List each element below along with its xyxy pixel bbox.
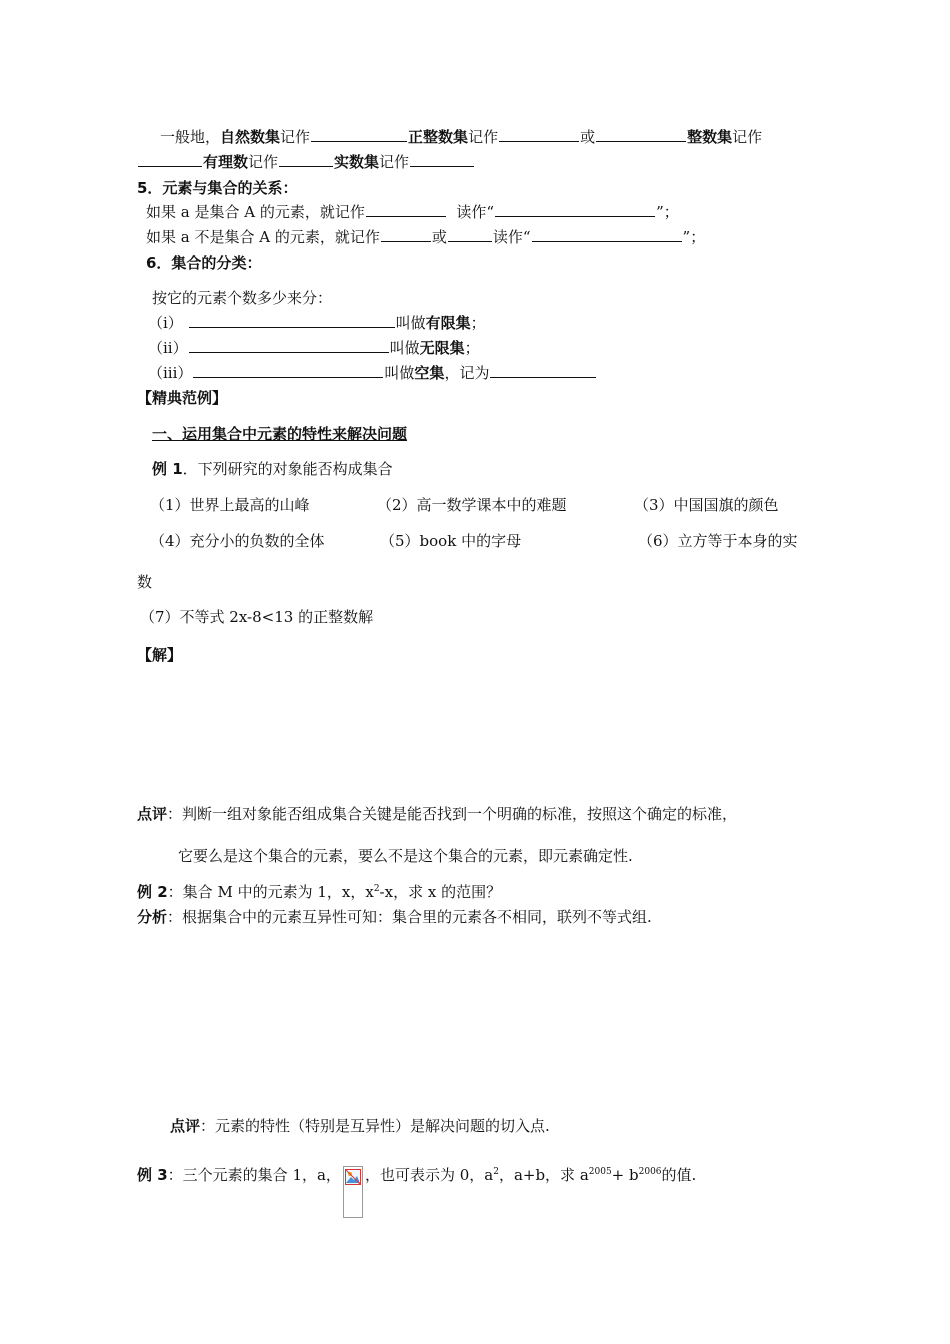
broken-image-icon	[343, 1166, 363, 1218]
comment2-label: 点评	[170, 1117, 201, 1135]
ex1-item4: （4）充分小的负数的全体	[150, 532, 325, 550]
blank[interactable]	[189, 313, 395, 328]
comment1-line2: 它要么是这个集合的元素，要么不是这个集合的元素，即元素确定性.	[178, 847, 633, 865]
blank[interactable]	[366, 202, 446, 217]
text: 如果 a 不是集合 A 的元素，就记作	[146, 228, 380, 246]
text: 如果 a 是集合 A 的元素，就记作	[146, 203, 365, 221]
text: ，也可表示为 0，a	[364, 1166, 494, 1184]
blank[interactable]	[490, 363, 596, 378]
sec5-line1	[146, 202, 679, 222]
ex2-label: 例 2	[137, 883, 168, 901]
ex1-item5: （5）book 中的字母	[380, 532, 522, 550]
text: 读作“	[492, 228, 531, 246]
text: ：判断一组对象能否组成集合关键是能否找到一个明确的标准，按照这个确定的标准，	[167, 805, 738, 823]
term-posint: 正整数集	[408, 128, 469, 146]
ex3-stem	[137, 1165, 696, 1218]
analysis-label: 分析	[137, 908, 168, 926]
ex1-item2: （2）高一数学课本中的难题	[377, 496, 567, 514]
solution-label: 【解】	[137, 646, 183, 664]
sec6-item-i	[148, 313, 486, 333]
text: 读作“	[456, 203, 495, 221]
text: 记作	[468, 128, 499, 146]
sec6-item-ii	[148, 338, 480, 358]
text: ；	[464, 339, 480, 357]
text: ”；	[656, 203, 679, 221]
sec6-intro: 按它的元素个数多少来分：	[152, 289, 333, 307]
text: 记作	[732, 128, 763, 146]
blank[interactable]	[532, 227, 682, 242]
blank[interactable]	[279, 152, 333, 167]
text: 叫做	[395, 314, 426, 332]
blank[interactable]	[381, 227, 431, 242]
sec4-line2	[137, 152, 475, 172]
superscript: 2	[493, 1167, 499, 1177]
superscript: 2005	[588, 1167, 612, 1177]
text: 叫做	[389, 339, 420, 357]
text: （iii）	[148, 364, 193, 382]
text: ：根据集合中的元素互异性可知：集合里的元素各不相同，联列不等式组.	[167, 908, 652, 926]
ex1-item6-cont: 数	[137, 573, 153, 591]
text: ．下列研究的对象能否构成集合	[182, 460, 393, 478]
term-finite: 有限集	[425, 314, 471, 332]
term-real: 实数集	[334, 153, 380, 171]
blank[interactable]	[138, 152, 202, 167]
blank[interactable]	[311, 127, 407, 142]
text: ”；	[682, 228, 706, 246]
text: 或	[580, 128, 596, 146]
text: + b	[611, 1166, 639, 1184]
ex1-item6: （6）立方等于本身的实	[638, 532, 798, 550]
term-integer: 整数集	[687, 128, 733, 146]
term-infinite: 无限集	[419, 339, 465, 357]
text: 或	[431, 228, 447, 246]
blank[interactable]	[410, 152, 474, 167]
text: ，记为	[444, 364, 490, 382]
term-natural: 自然数集	[220, 128, 281, 146]
text: 记作	[379, 153, 410, 171]
text: 一般地，	[160, 128, 221, 146]
sec5-line2	[146, 227, 705, 247]
blank[interactable]	[448, 227, 492, 242]
part1-title: 一、运用集合中元素的特性来解决问题	[152, 425, 408, 443]
text: （ii）	[148, 339, 188, 357]
blank[interactable]	[193, 363, 383, 378]
blank[interactable]	[189, 338, 389, 353]
examples-header: 【精典范例】	[137, 389, 228, 407]
text: 记作	[248, 153, 279, 171]
blank[interactable]	[499, 127, 579, 142]
text: ，a+b，求 a	[498, 1166, 589, 1184]
text: （i）	[148, 314, 183, 332]
comment1-line1	[137, 804, 737, 824]
text: 的值.	[661, 1166, 697, 1184]
ex1-item3: （3）中国国旗的颜色	[634, 496, 779, 514]
term-rational: 有理数	[203, 153, 249, 171]
ex1-item1: （1）世界上最高的山峰	[150, 496, 310, 514]
sec4-line1	[160, 127, 762, 147]
superscript: 2	[373, 884, 380, 894]
comment2-line	[170, 1116, 550, 1136]
superscript: 2006	[638, 1167, 662, 1177]
term-empty: 空集	[414, 364, 445, 382]
comment1-label: 点评	[137, 805, 168, 823]
sec5-title: 5．元素与集合的关系：	[137, 179, 298, 197]
blank[interactable]	[495, 202, 655, 217]
text: ：元素的特性（特别是互异性）是解决问题的切入点.	[200, 1117, 550, 1135]
text: ：三个元素的集合 1，a，	[167, 1166, 341, 1184]
ex1-item7: （7）不等式 2x-8<13 的正整数解	[140, 608, 374, 626]
text: 记作	[280, 128, 311, 146]
ex1-stem	[152, 459, 393, 479]
blank[interactable]	[596, 127, 686, 142]
sec6-title: 6．集合的分类：	[146, 254, 262, 272]
text: 叫做	[384, 364, 415, 382]
analysis-line	[137, 907, 652, 927]
text: ：集合 M 中的元素为 1，x，x	[167, 883, 374, 901]
text: -x，求 x 的范围？	[379, 883, 502, 901]
ex2-stem	[137, 882, 501, 902]
ex3-label: 例 3	[137, 1166, 168, 1184]
text: ；	[470, 314, 486, 332]
ex1-label: 例 1	[152, 460, 183, 478]
sec6-item-iii	[148, 363, 597, 383]
